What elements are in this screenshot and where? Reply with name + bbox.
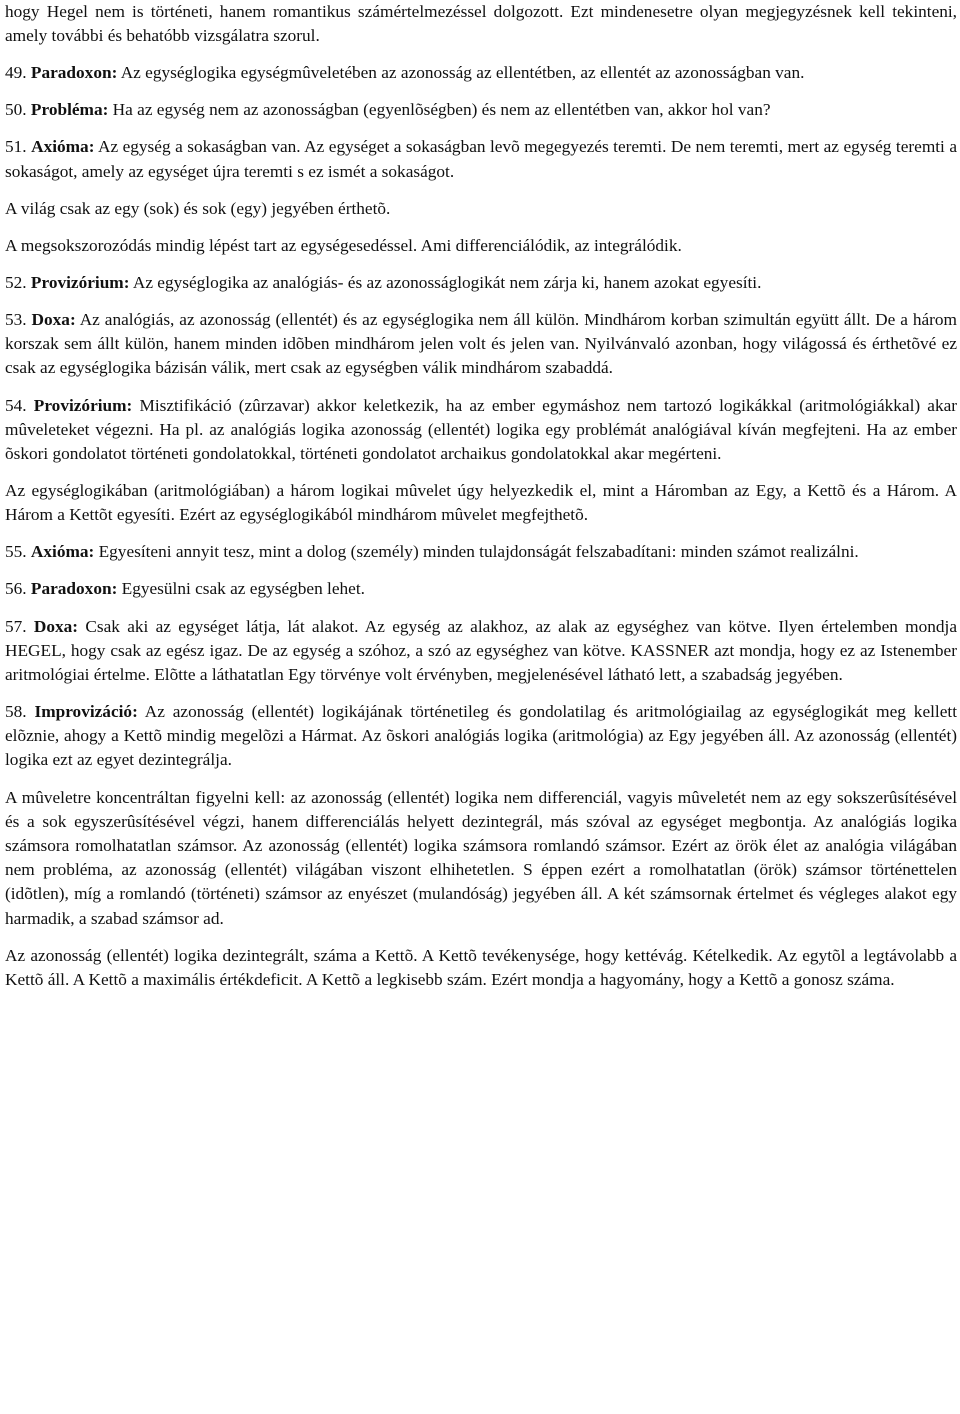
paragraph-term: Provizórium:: [30, 272, 130, 292]
paragraph-number: 53.: [5, 310, 32, 330]
paragraph-58: [5, 700, 957, 773]
paragraph-dezintegralt: [5, 944, 957, 992]
paragraph-text: Csak aki az egységet látja, lát alakot. Az egység az alakhoz, az alak az egységhez van kötve. Ilyen értelemben mondja HEGEL, hogy csak az egész igaz. De az egység a szóhoz, a szó az egységhez van kötve. KASSNER azt mondja, hogy ez az Istenember aritmológiai értelme. Elõtte a láthatatlan Egy törvénye volt érvényben, megjelenésével látható lett, a szabadság jegyében.: [5, 616, 958, 684]
paragraph-term: Doxa:: [33, 616, 79, 636]
paragraph-text: Misztifikáció (zûrzavar) akkor keletkezik, ha az ember egymáshoz nem tartozó logikákkal (aritmológiákkal) akar mûveleteket végezni. Ha pl. az analógiás logika azonosság (ellentét) logika egy problémát analógiával kíván megfejteni. Ha az ember õskori gondolatot történeti gondolatokkal, történeti gondolatot archaikus gondolatokkal akar megérteni.: [5, 395, 958, 463]
paragraph-54: [5, 394, 957, 467]
paragraph-term: Probléma:: [30, 100, 109, 120]
paragraph-number: 50.: [5, 100, 31, 120]
paragraph-text: Az egységlogikában (aritmológiában) a három logikai mûvelet úgy helyezkedik el, mint a Háromban az Egy, a Kettõ és a Három. A Három a Kettõt egyesíti. Ezért az egységlogikából mindhárom mûvelet megfejthetõ.: [5, 481, 957, 525]
paragraph-text: Ha az egység nem az azonosságban (egyenlõségben) és nem az ellentétben van, akkor hol van?: [108, 100, 771, 120]
paragraph-number: 55.: [5, 542, 31, 562]
paragraph-term: Doxa:: [31, 310, 76, 330]
paragraph-53: [5, 308, 957, 381]
paragraph-52: [5, 271, 957, 295]
paragraph-term: Paradoxon:: [30, 63, 118, 83]
paragraph-text: Az analógiás, az azonosság (ellentét) és az egységlogika nem áll külön. Mindhárom korban szimultán együtt állt. De a három korszak sem állt külön, hanem minden idõben mindhárom jelen volt és jelen van. Nyilvánvaló azonban, hogy világossá és érthetõvé ez csak az egységlogika bázisán válik, mert csak az egységben válik mindhárom szabaddá.: [5, 310, 958, 378]
paragraph-number: 51.: [5, 137, 32, 157]
paragraph-egysegLogikaban: [5, 479, 957, 527]
paragraph-55: [5, 540, 957, 564]
paragraph-50: [5, 98, 957, 122]
paragraph-number: 52.: [5, 272, 31, 292]
paragraph-text: Az azonosság (ellentét) logikájának történetileg és gondolatilag és aritmológiailag az egységlogikát meg kellett elõznie, ahogy a Kettõ mindig megelõzi a Hármat. Az õskori analógiás logika (aritmológia) az Egy jegyében áll. Az azonosság (ellentét) logika ezt az egyet dezintegrálja.: [5, 702, 957, 770]
paragraph-57: [5, 615, 957, 688]
paragraph-hegel-note: [5, 0, 957, 48]
paragraph-number: 54.: [5, 395, 34, 415]
paragraph-term: Axióma:: [31, 137, 95, 157]
paragraph-text: Egyesíteni annyit tesz, mint a dolog (személy) minden tulajdonságát felszabadítani: minden számot realizálni.: [94, 542, 859, 562]
paragraph-number: 49.: [5, 63, 31, 83]
paragraph-number: 58.: [5, 702, 35, 722]
paragraph-term: Provizórium:: [33, 395, 133, 415]
paragraph-text: hogy Hegel nem is történeti, hanem romantikus számértelmezéssel dolgozott. Ezt mindenesetre olyan megjegyzésnek kell tekinteni, amely további és behatóbb vizsgálatra szorul.: [5, 2, 957, 46]
paragraph-56: [5, 577, 957, 601]
paragraph-megsokszorozodas: [5, 234, 957, 258]
paragraph-text: Az egység a sokaságban van. Az egységet a sokaságban levõ megegyezés teremti. De nem teremti, mert az egység teremti a sokaságot, amely az egységet újra teremti s ez ismét a sokaságot.: [5, 137, 958, 181]
paragraph-number: 56.: [5, 579, 31, 599]
paragraph-text: Az azonosság (ellentét) logika dezintegrált, száma a Kettõ. A Kettõ tevékenysége, hogy kettévág. Kételkedik. Az egytõl a legtávolabb a Kettõ áll. A Kettõ a maximális értékdeficit. A Kettõ a legkisebb szám. Ezért mondja a hagyomány, hogy a Kettõ a gonosz száma.: [5, 945, 957, 989]
paragraph-51: [5, 135, 957, 183]
paragraph-term: Paradoxon:: [30, 579, 118, 599]
paragraph-text: Az egységlogika az analógiás- és az azonosságlogikát nem zárja ki, hanem azokat egyesíti.: [129, 272, 762, 292]
paragraph-text: A mûveletre koncentráltan figyelni kell: az azonosság (ellentét) logika nem differenciál, vagyis mûveletét nem az egy sokszerûsítésével és a sok egyszerûsítésével végzi, hanem differenciálás helyett dezintegrál, más szóval az egységet megbontja. Az analógiás logika számsora romolhatatlan számsor. Az azonosság (ellentét) logika számsora romlandó számsor. Ezért az örök élet az analógia világában nem probléma, az azonosság (ellentét) világában viszont elhihetetlen. S éppen ezért a romolhatatlan (örök) számsor történettelen (idõtlen), míg a romlandó (történeti) számsor az enyészet (mulandóság) jegyében áll. A két számsornak értelmet és végleges alakot egy harmadik, a szabad számsor ad.: [5, 787, 957, 928]
paragraph-term: Axióma:: [30, 542, 95, 562]
paragraph-text: A megsokszorozódás mindig lépést tart az egységesedéssel. Ami differenciálódik, az integrálódik.: [5, 235, 682, 255]
paragraph-text: Egyesülni csak az egységben lehet.: [117, 579, 365, 599]
document-page: [5, 0, 957, 1005]
paragraph-text: Az egységlogika egységmûveletében az azonosság az ellentétben, az ellentét az azonosságban van.: [117, 63, 805, 83]
paragraph-49: [5, 61, 957, 85]
paragraph-vilag: [5, 197, 957, 221]
paragraph-text: A világ csak az egy (sok) és sok (egy) jegyében érthetõ.: [5, 198, 391, 218]
paragraph-muveletre: [5, 786, 957, 931]
paragraph-term: Improvizáció:: [34, 702, 138, 722]
paragraph-number: 57.: [5, 616, 34, 636]
